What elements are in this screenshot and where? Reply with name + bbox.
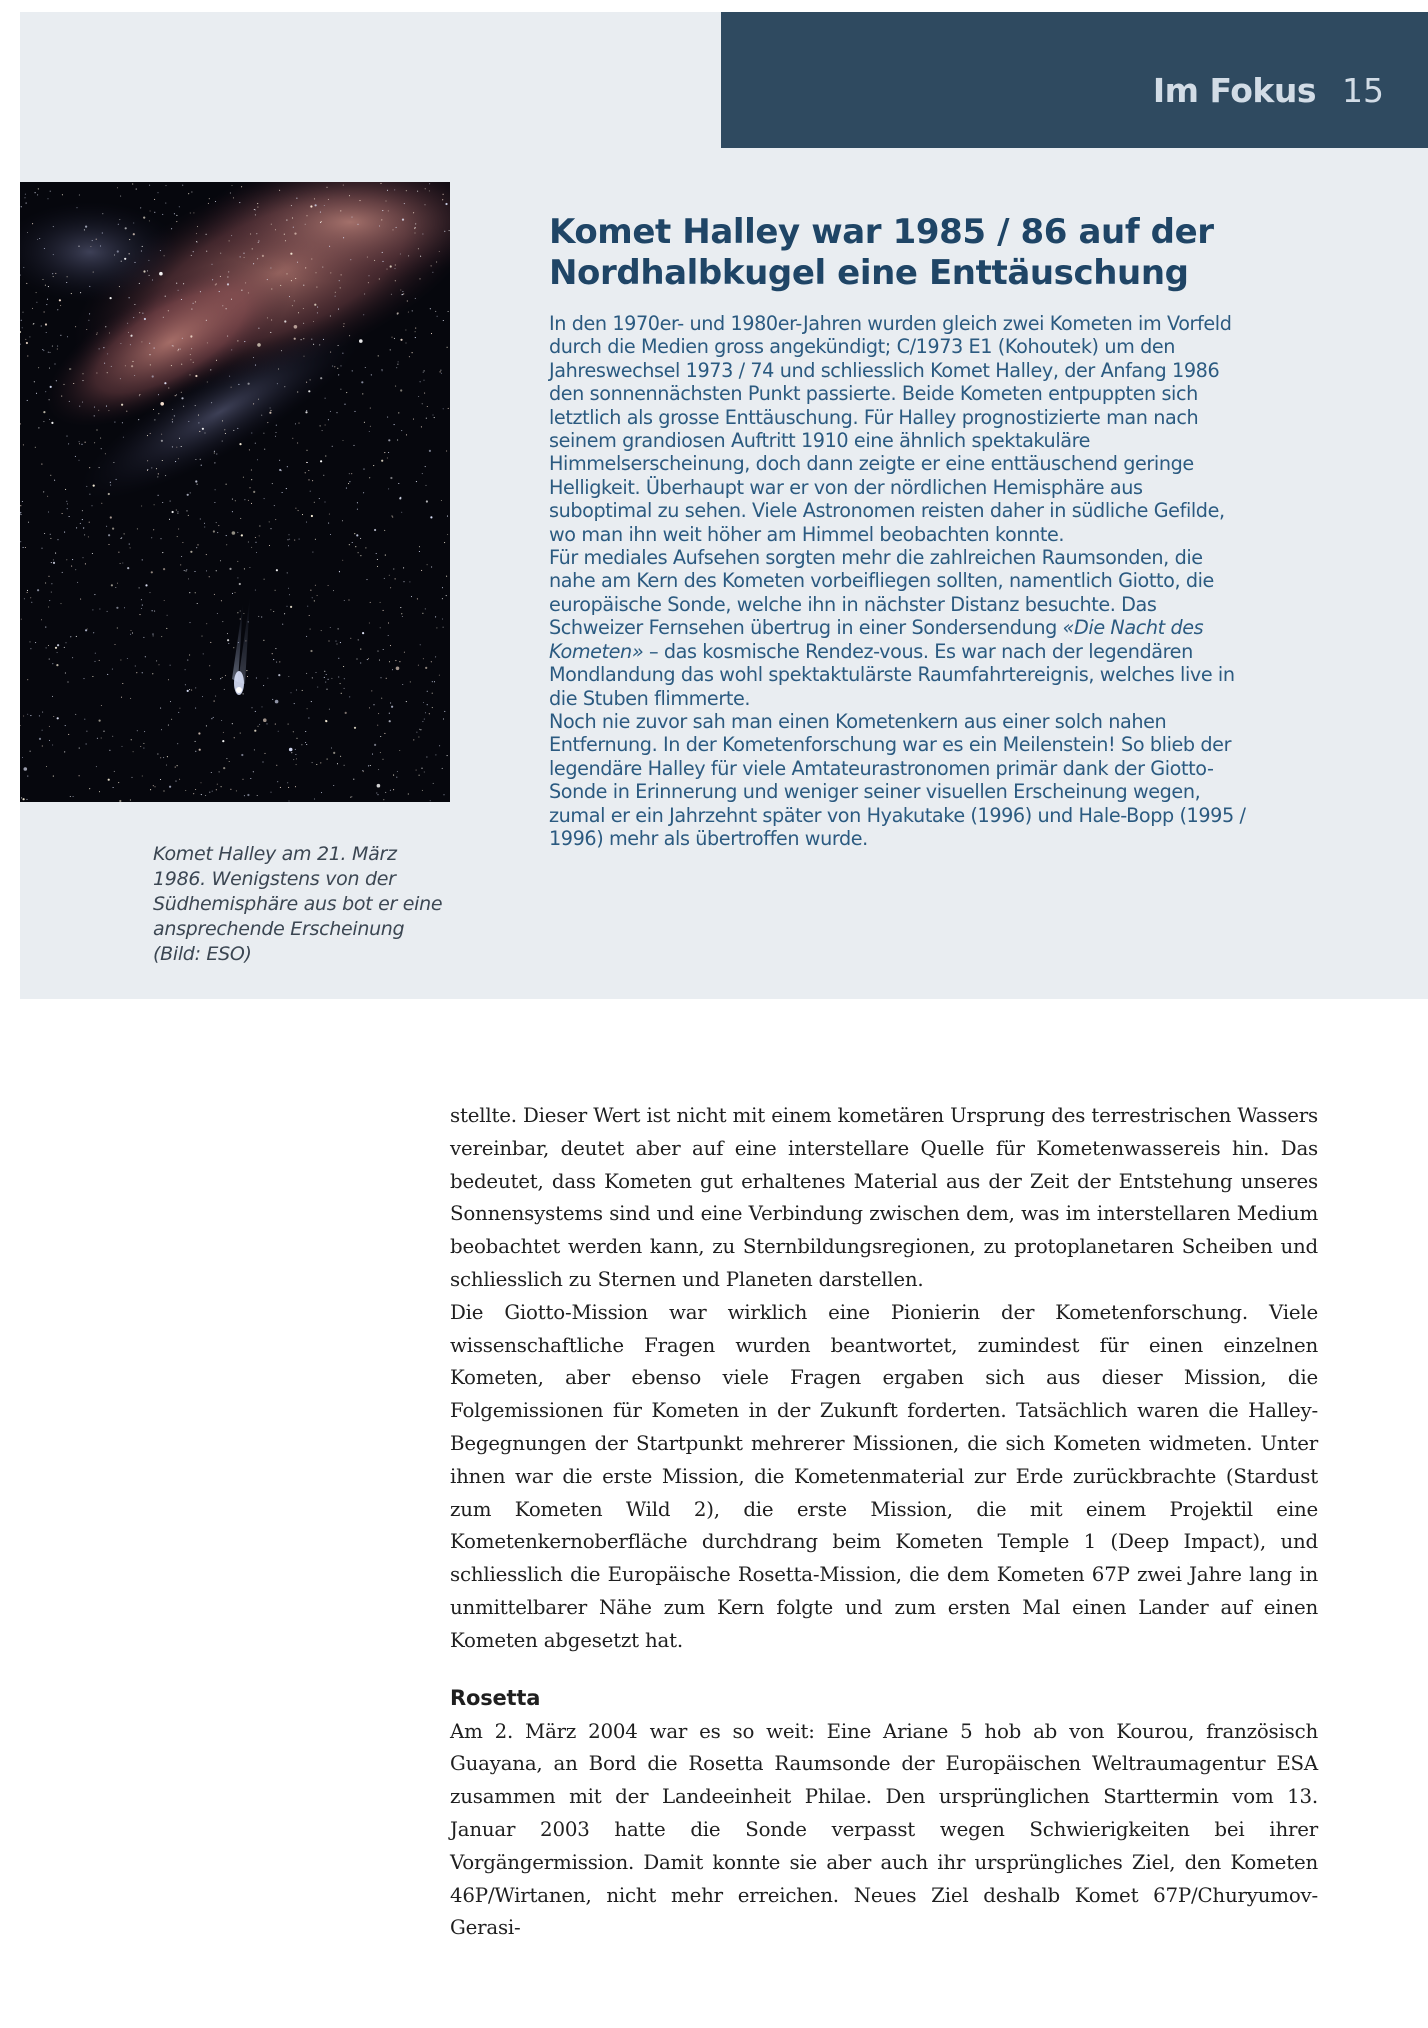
infobox-text — [549, 312, 1249, 850]
infobox-paragraph — [549, 546, 1249, 710]
article-body — [450, 1100, 1318, 1945]
section-title: Im Fokus — [1152, 71, 1316, 110]
article-paragraph: Am 2. März 2004 war es so weit: Eine Ariane 5 hob ab von Kourou, französisch Guayana, an Bord die Rosetta Raumsonde der Europäischen Weltraumagentur ESA zusammen mit der Landeeinheit Philae. Den ursprünglichen Starttermin vom 13. Januar 2003 hatte die Sonde verpasst wegen Schwierigkeiten bei ihrer Vorgängermission. Damit konnte sie aber auch ihr ursprüngliches Ziel, den Kometen 46P/Wirtanen, nicht mehr erreichen. Neues Ziel deshalb Komet 67P/Churyumov-Gerasi- — [450, 1719, 1318, 1940]
infobox-title: Komet Halley war 1985 / 86 auf der Nordhalbkugel eine Enttäuschung — [549, 212, 1214, 293]
comet-halley-photo — [20, 182, 450, 802]
infobox-text-span: Für mediales Aufsehen sorgten mehr die zahlreichen Raumsonden, die nahe am Kern des Kometen vorbeifliegen sollten, namentlich Giotto, die europäische Sonde, welche ihn in nächster Distanz besuchte. Das Schweizer Fernsehen übertrug in einer Sondersendung — [549, 546, 1214, 640]
photo-caption: Komet Halley am 21. März 1986. Wenigstens von der Südhemisphäre aus bot er eine ansprechende Erscheinung (Bild: ESO) — [153, 843, 443, 965]
tv-show-title: «Die Nacht des Kometen» — [549, 616, 1204, 663]
infobox-paragraph: Noch nie zuvor sah man einen Kometenkern aus einer solch nahen Entfernung. In der Kometenforschung war es ein Meilenstein! So blieb der legendäre Halley für viele Amtateurastronomen primär dank der Giotto-Sonde in Erinnerung und weniger seiner visuellen Erscheinung wegen, zumal er ein Jahrzehnt später von Hyakutake (1996) und Hale-Bopp (1995 / 1996) mehr als übertroffen wurde. — [549, 709, 1246, 850]
infobox-paragraph: In den 1970er- und 1980er-Jahren wurden gleich zwei Kometen im Vorfeld durch die Medien gross angekündigt; C/1973 E1 (Kohoutek) um den Jahreswechsel 1973 / 74 und schliesslich Komet Halley, der Anfang 1986 den sonnennächsten Punkt passierte. Beide Kometen entpuppten sich letztlich als grosse Enttäuschung. Für Halley prognostizierte man nach seinem grandiosen Auftritt 1910 eine ähnlich spektakuläre Himmelserscheinung, doch dann zeigte er eine enttäuschend geringe Helligkeit. Überhaupt war er von der nördlichen Hemisphäre aus suboptimal zu sehen. Viele Astronomen reisten daher in südliche Gefilde, wo man ihn weit höher am Himmel beobachten konnte. — [549, 312, 1232, 546]
article-paragraph: Die Giotto-Mission war wirklich eine Pionierin der Kometenforschung. Viele wissenschaftliche Fragen wurden beantwortet, zumindest für einen einzelnen Kometen, aber ebenso viele Fragen ergaben sich aus dieser Mission, die Folgemissionen für Kometen in der Zukunft forderten. Tatsächlich waren die Halley-Begegnungen der Startpunkt mehrerer Missionen, die sich Kometen widmeten. Unter ihnen war die erste Mission, die Kometenmaterial zur Erde zurückbrachte (Stardust zum Kometen Wild 2), die erste Mission, die mit einem Projektil eine Kometenkernoberfläche durchdrang beim Kometen Temple 1 (Deep Impact), und schliesslich die Europäische Rosetta-Mission, die dem Kometen 67P zwei Jahre lang in unmittelbarer Nähe zum Kern folgte und zum ersten Mal einen Lander auf einen Kometen abgesetzt hat. — [450, 1300, 1318, 1652]
infobox-text-span: – das kosmische Rendez-vous. Es war nach der legendären Mondlandung das wohl spektaktulärste Raumfahrtereignis, welches live in die Stuben flimmerte. — [549, 639, 1235, 710]
page-header — [721, 12, 1428, 148]
article-paragraph: stellte. Dieser Wert ist nicht mit einem kometären Ursprung des terrestrischen Wassers vereinbar, deutet aber auf eine interstellare Quelle für Kometenwassereis hin. Das bedeutet, dass Kometen gut erhaltenes Material aus der Zeit der Entstehung unseres Sonnensystems sind und eine Verbindung zwischen dem, was im interstellaren Medium beobachtet werden kann, zu Sternbildungsregionen, zu protoplanetaren Scheiben und schliesslich zu Sternen und Planeten darstellen. — [450, 1104, 1318, 1291]
starfield-image — [20, 182, 450, 802]
comet-nucleus — [236, 687, 242, 693]
section-heading-rosetta: Rosetta — [450, 1685, 541, 1710]
page-number: 15 — [1342, 71, 1384, 110]
